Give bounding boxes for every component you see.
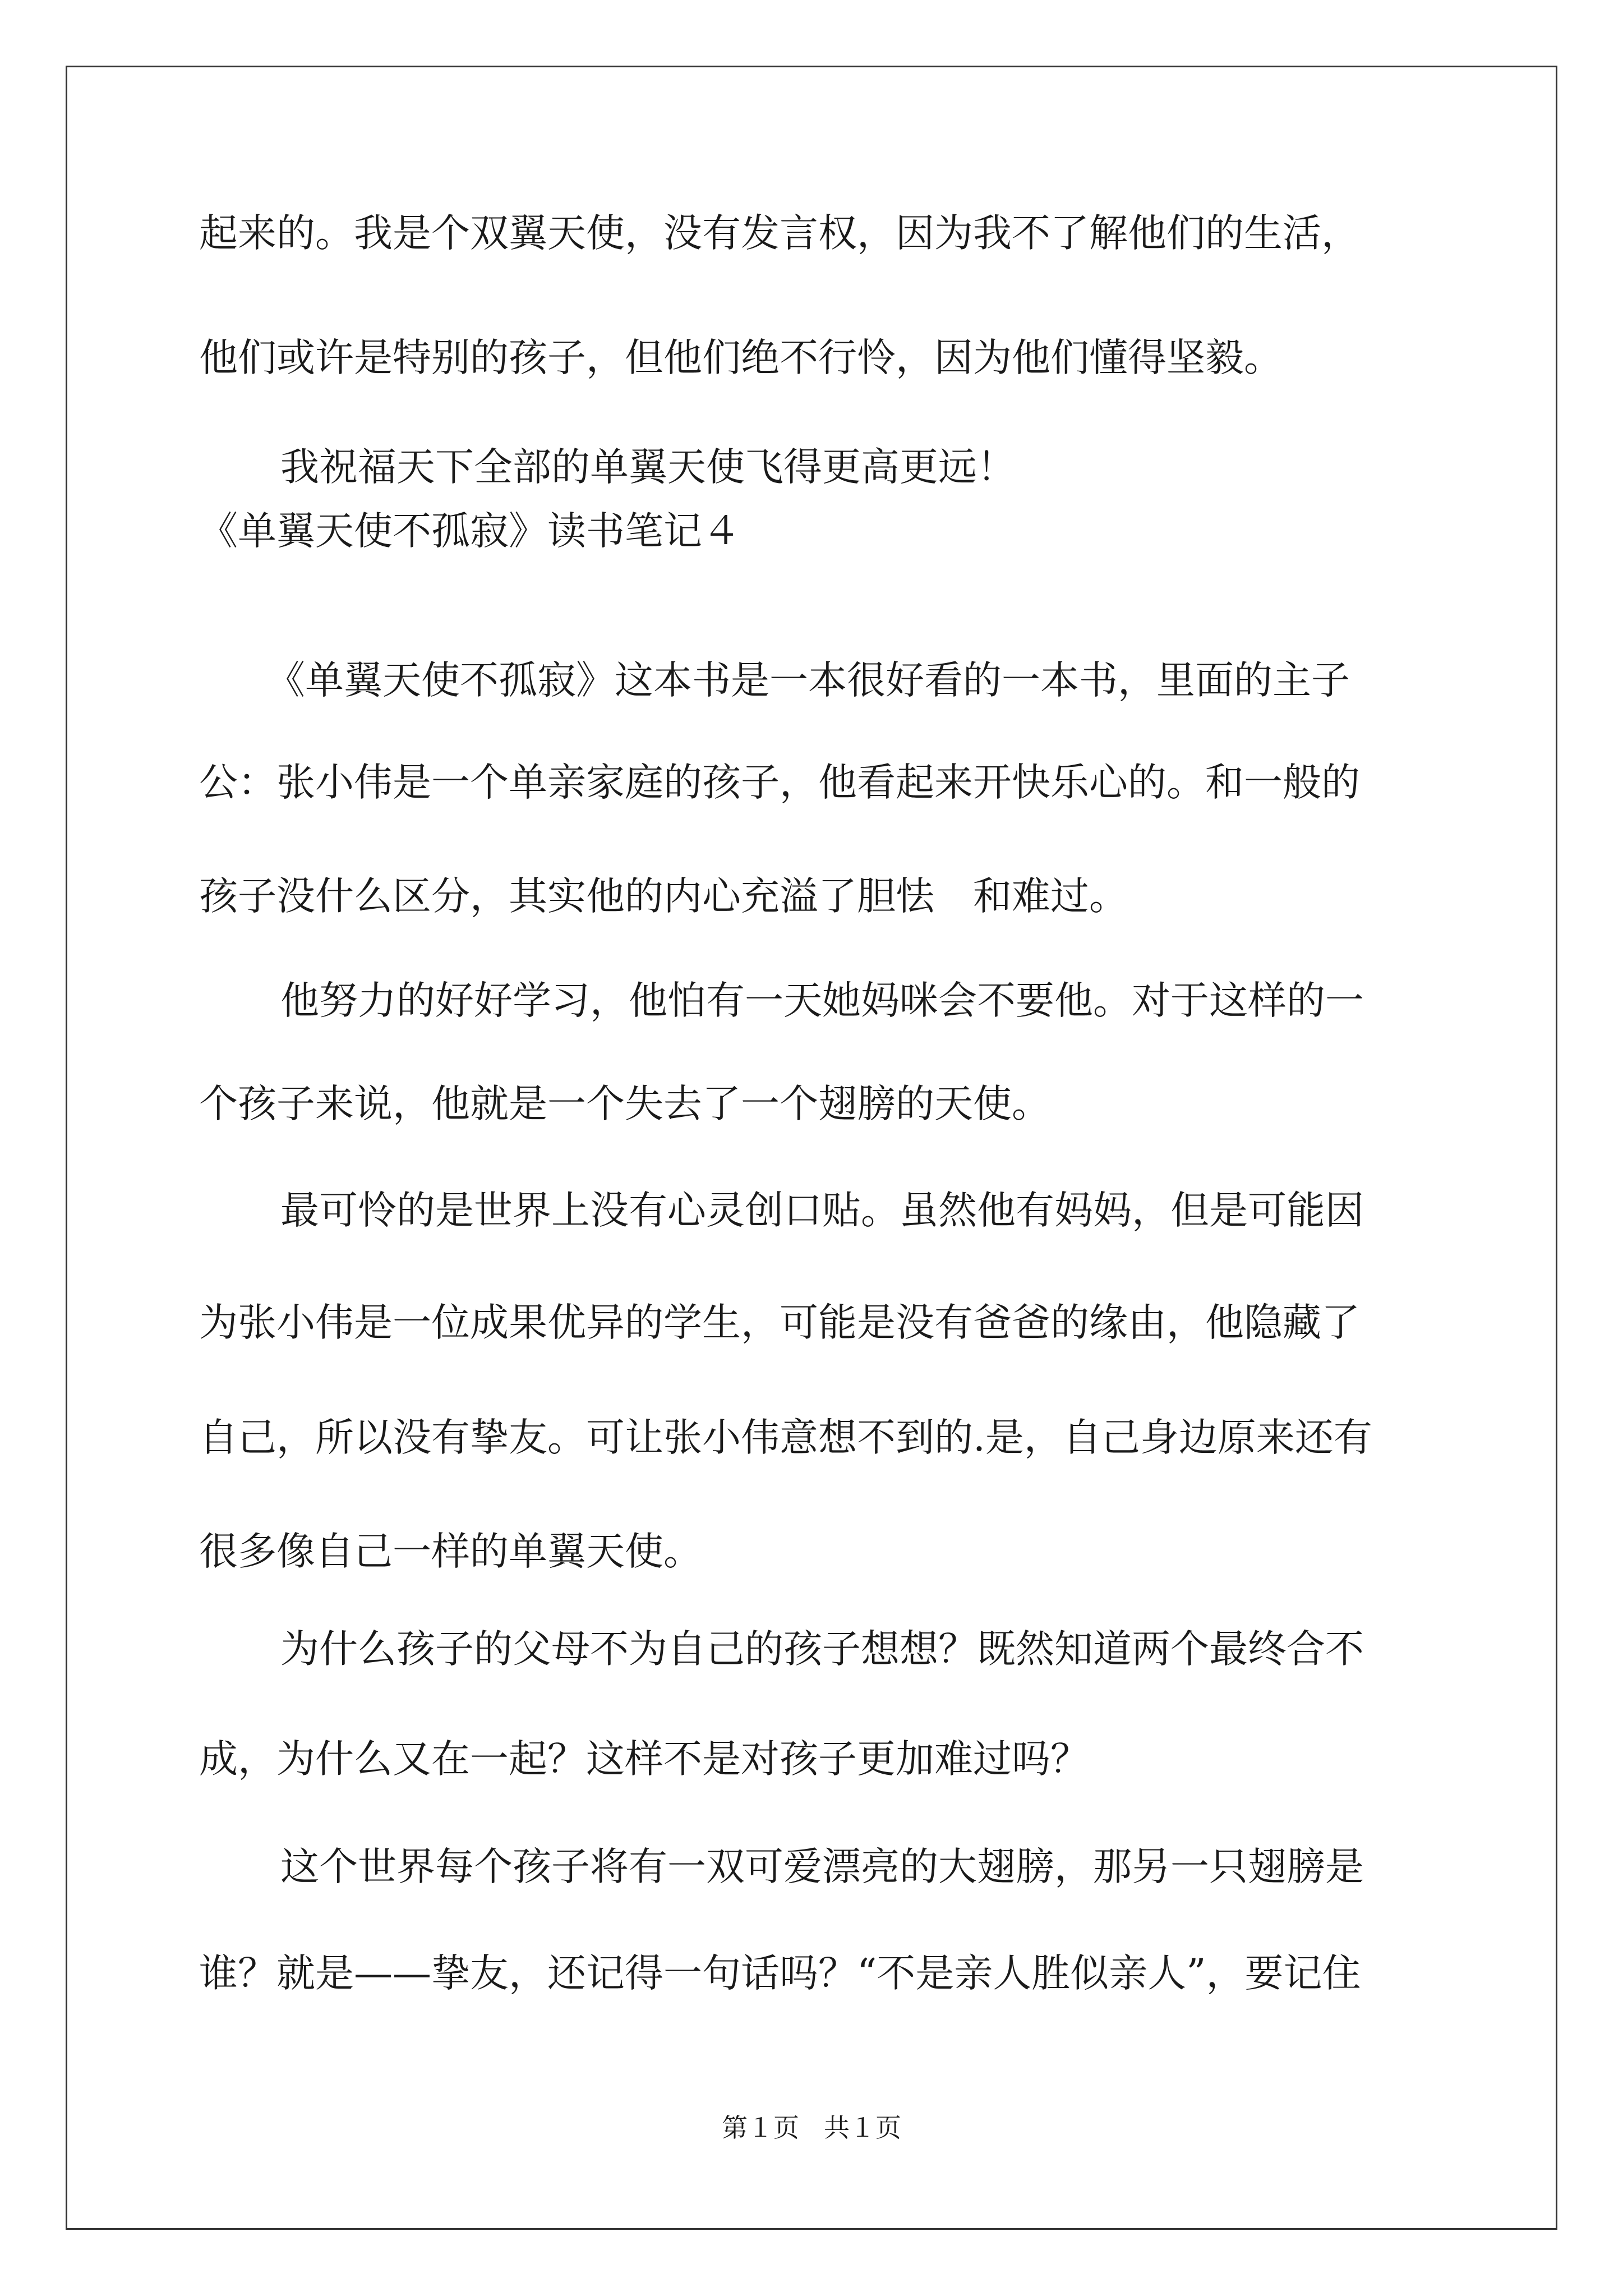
text-line-8: 他努力的好好学习，他怕有一天她妈咪会不要他。对于这样的一 [280,978,1364,1023]
text-line-15: 成，为什么又在一起？这样不是对孩子更加难过吗？ [199,1737,1089,1782]
text-line-14: 为什么孩子的父母不为自己的孩子想想？既然知道两个最终合不 [280,1627,1364,1672]
text-line-1: 起来的。我是个双翼天使，没有发言权，因为我不了解他们的生活， [199,211,1360,256]
text-line-2: 他们或许是特别的孩子，但他们绝不行怜，因为他们懂得坚毅。 [199,335,1283,380]
text-line-16: 这个世界每个孩子将有一双可爱漂亮的大翅膀，那另一只翅膀是 [280,1844,1364,1889]
text-line-11: 为张小伟是一位成果优异的学生，可能是没有爸爸的缘由，他隐藏了 [199,1300,1360,1345]
text-line-9: 个孩子来说，他就是一个失去了一个翅膀的天使。 [199,1082,1050,1126]
text-line-6: 公：张小伟是一个单亲家庭的孩子，他看起来开快乐心的。和一般的 [199,760,1360,805]
text-line-3: 我祝福天下全部的单翼天使飞得更高更远！ [280,445,1016,490]
text-line-7: 孩子没什么区分，其实他的内心充溢了胆怯 和难过。 [199,874,1128,919]
text-line-17: 谁？就是——挚友，还记得一句话吗？“不是亲人胜似亲人”，要记住 [199,1951,1361,1996]
section-heading: 《单翼天使不孤寂》读书笔记４ [199,509,741,554]
page-frame [66,66,1557,2230]
page-number: 第１页 [722,2113,799,2143]
page-footer [0,2113,1623,2142]
text-line-12: 自己，所以没有挚友。可让张小伟意想不到的.是，自己身边原来还有 [199,1415,1372,1460]
page-total: 共１页 [824,2113,901,2143]
text-line-10: 最可怜的是世界上没有心灵创口贴。虽然他有妈妈，但是可能因 [280,1188,1364,1233]
text-line-13: 很多像自己一样的单翼天使。 [199,1529,702,1574]
text-line-5: 《单翼天使不孤寂》这本书是一本很好看的一本书，里面的主子 [266,658,1350,703]
